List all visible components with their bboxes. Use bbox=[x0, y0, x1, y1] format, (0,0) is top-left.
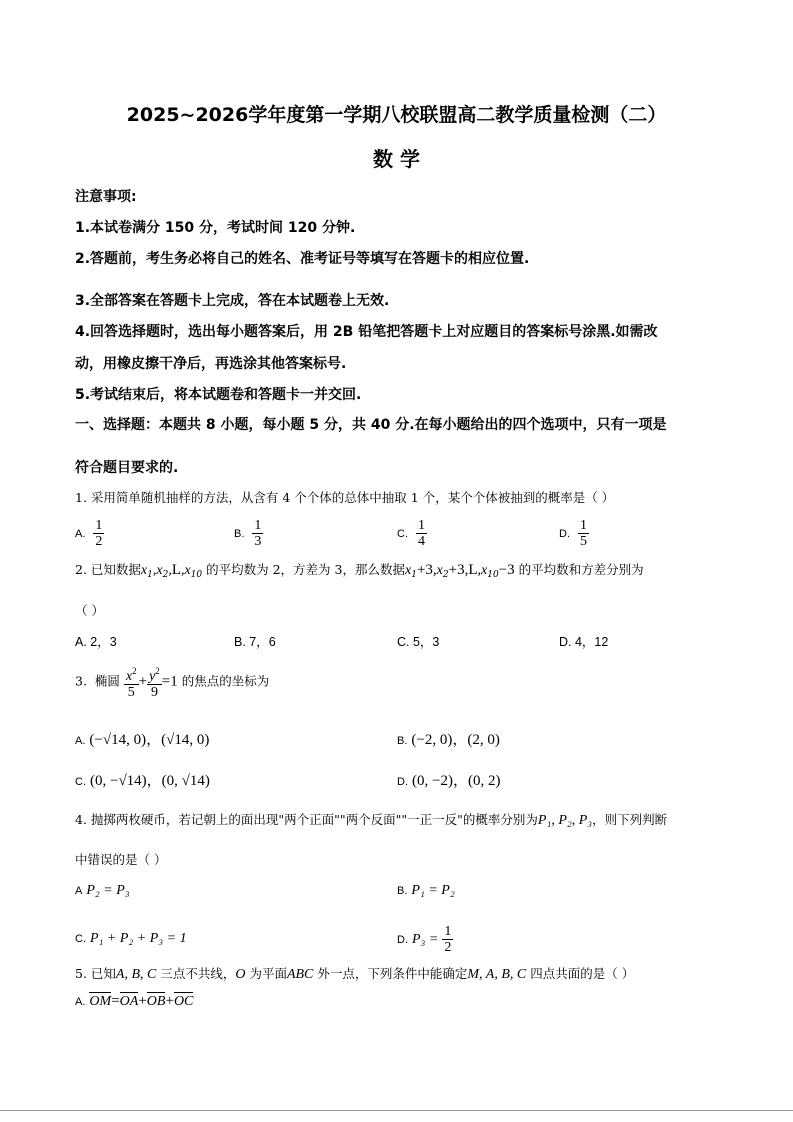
q1-d-label: D. bbox=[559, 528, 570, 540]
q1-b-label: B. bbox=[234, 528, 245, 540]
q5-option-a: A. OM=OA+OB+OC bbox=[75, 993, 194, 1009]
q4-option-c: C. P₁ + P₂ + P₃ = 1 bbox=[75, 931, 187, 946]
q3-option-c: C. (0, −√14)，(0, √14) bbox=[75, 773, 210, 789]
q3-option-b: B. (−2, 0)，(2, 0) bbox=[397, 732, 500, 748]
question-2-stem: 2. 已知数据$x_1,x_2,L,x_{10}$ 的平均数为 2，方差为 3，那么数据$x_1+3,x_2+3,L,x_{10}-3$ 的平均数和方差分别为 bbox=[75, 562, 644, 580]
notice-item-3: 3.全部答案在答题卡上完成，答在本试题卷上无效. bbox=[75, 293, 390, 309]
q1-a-label: A. bbox=[75, 528, 86, 540]
question-5-stem: 5. 已知A, B, C 三点不共线，O 为平面ABC 外一点，下列条件中能确定M, A, B, C 四点共面的是（ ） bbox=[75, 966, 635, 982]
page-title: 2025~2026学年度第一学期八校联盟高二教学质量检测（二） bbox=[126, 104, 667, 126]
notice-heading: 注意事项: bbox=[75, 189, 137, 205]
q3-x-fraction: $\frac{x^2}{5}$ bbox=[125, 666, 137, 700]
notice-item-1: 1.本试卷满分 150 分，考试时间 120 分钟. bbox=[75, 220, 356, 236]
q1-c-fraction: $\frac{1}{4}$ bbox=[417, 518, 425, 549]
notice-item-4-cont: 动，用橡皮擦干净后，再选涂其他答案标号. bbox=[75, 356, 347, 372]
subject-title: 数 学 bbox=[373, 147, 420, 171]
q1-c-label: C. bbox=[397, 528, 408, 540]
q2-option-c: C. 5，3 bbox=[397, 635, 440, 649]
q2-option-d: D. 4，12 bbox=[559, 635, 609, 649]
q4-option-d: D. P₃ = $\frac{1}{2}$ bbox=[397, 924, 452, 955]
q1-option-b bbox=[234, 518, 263, 549]
question-4-stem: 4. 抛掷两枚硬币，若记朝上的面出现"两个正面""两个反面""一正一反"的概率分别为P₁, P₂, P₃，则下列判断 bbox=[75, 812, 668, 828]
notice-item-5: 5.考试结束后，将本试题卷和答题卡一并交回. bbox=[75, 387, 362, 403]
q3-option-d: D. (0, −2)，(0, 2) bbox=[397, 773, 501, 789]
q1-a-fraction: $\frac{1}{2}$ bbox=[95, 518, 103, 549]
q1-d-fraction: $\frac{1}{5}$ bbox=[579, 518, 587, 549]
notice-item-4: 4.回答选择题时，选出每小题答案后，用 2B 铅笔把答题卡上对应题目的答案标号涂黑.如需改 bbox=[75, 324, 658, 340]
q2-option-b: B. 7，6 bbox=[234, 635, 276, 649]
q1-b-fraction: $\frac{1}{3}$ bbox=[254, 518, 262, 549]
q3-option-a: A. (−√14, 0)，(√14, 0) bbox=[75, 732, 210, 748]
page-bottom-rule bbox=[0, 1110, 793, 1111]
q1-option-d bbox=[559, 518, 589, 549]
q3-y-fraction: $\frac{y^2}{9}$ bbox=[149, 666, 160, 700]
q2-option-a: A. 2，3 bbox=[75, 635, 117, 649]
question-4-stem-cont: 中错误的是（ ） bbox=[75, 852, 167, 867]
q4-option-a: A P₂ = P₃ bbox=[75, 883, 130, 898]
q1-option-c bbox=[397, 518, 427, 549]
q1-option-a bbox=[75, 518, 104, 549]
section-heading-cont: 符合题目要求的. bbox=[75, 460, 179, 476]
question-3-stem: 3. 椭圆 $\frac{x^2}{5}$ + $\frac{y^2}{9}$ =1 的焦点的坐标为 bbox=[75, 666, 270, 700]
q4-d-fraction: $\frac{1}{2}$ bbox=[444, 924, 452, 955]
question-1-stem: 1. 采用简单随机抽样的方法，从含有 4 个个体的总体中抽取 1 个，某个个体被抽到的概率是（ ） bbox=[75, 490, 615, 505]
q4-option-b: B. P₁ = P₂ bbox=[397, 883, 455, 898]
notice-item-2: 2.答题前，考生务必将自己的姓名、准考证号等填写在答题卡的相应位置. bbox=[75, 251, 530, 267]
question-2-paren: （ ） bbox=[75, 603, 104, 618]
section-heading: 一、选择题：本题共 8 小题，每小题 5 分，共 40 分.在每小题给出的四个选项中，只有一项是 bbox=[75, 417, 667, 433]
